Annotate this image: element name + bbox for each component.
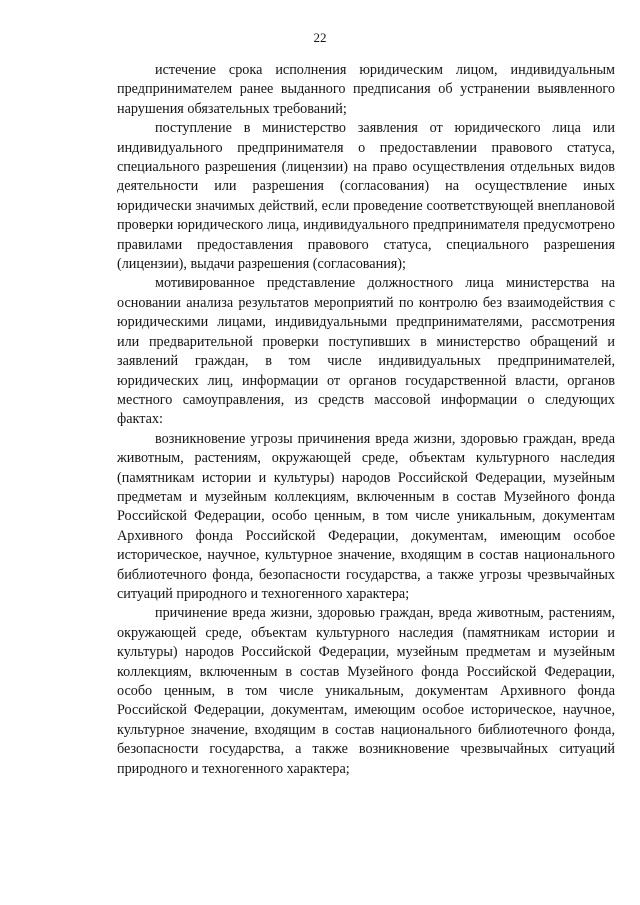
document-body — [117, 61, 615, 779]
paragraph-threat-of-harm: возникновение угрозы причинения вреда жизни, здоровью граждан, вреда животным, растениям, окружающей среде, объектам культурного наследия (памятникам истории и культуры) народов Российской Федерации, музейным предметам и музейным коллекциям, включенным в состав Музейного фонда Российской Федерации, особо ценным, в том числе уникальным, документам Архивного фонда Российской Федерации, документам, имеющим особое историческое, научное, культурное значение, входящим в состав национального библиотечного фонда, безопасности государства, а также угрозы чрезвычайных ситуаций природного и техногенного характера; — [117, 430, 615, 602]
page-number: 22 — [313, 30, 327, 45]
paragraph-application-received: поступление в министерство заявления от юридического лица или индивидуального предпринимателя о предоставлении правового статуса, специального разрешения (лицензии) на право осуществления отдельных видов деятельности или разрешения (согласования) на осуществление иных юридически значимых действий, если проведение соответствующей внеплановой проверки юридического лица, индивидуального предпринимателя предусмотрено правилами предоставления правового статуса, специального разрешения (лицензии), выдачи разрешения (согласования); — [117, 120, 615, 273]
paragraph-motivated-submission: мотивированное представление должностного лица министерства на основании анализа результатов мероприятий по контролю без взаимодействия с юридическими лицами, индивидуальными предпринимателями, рассмотрения или предварительной проверки поступивших в министерство обращений и заявлений граждан, в том числе индивидуальных предпринимателей, юридических лиц, информации от органов государственной власти, органов местного самоуправления, из средств массовой информации о следующих фактах: — [117, 275, 615, 428]
paragraph-harm-caused: причинение вреда жизни, здоровью граждан, вреда животным, растениям, окружающей среде, объектам культурного наследия (памятникам истории и культуры) народов Российской Федерации, музейным предметам и музейным коллекциям, включенным в состав Музейного фонда Российской Федерации, особо ценным, в том числе уникальным, документам Архивного фонда Российской Федерации, документам, имеющим особое историческое, научное, культурное значение, входящим в состав национального библиотечного фонда, безопасности государства, а также возникновение чрезвычайных ситуаций природного и техногенного характера; — [117, 605, 615, 777]
paragraph-deadline-expiry: истечение срока исполнения юридическим лицом, индивидуальным предпринимателем ранее выданного предписания об устранении выявленного нарушения обязательных требований; — [117, 62, 615, 117]
